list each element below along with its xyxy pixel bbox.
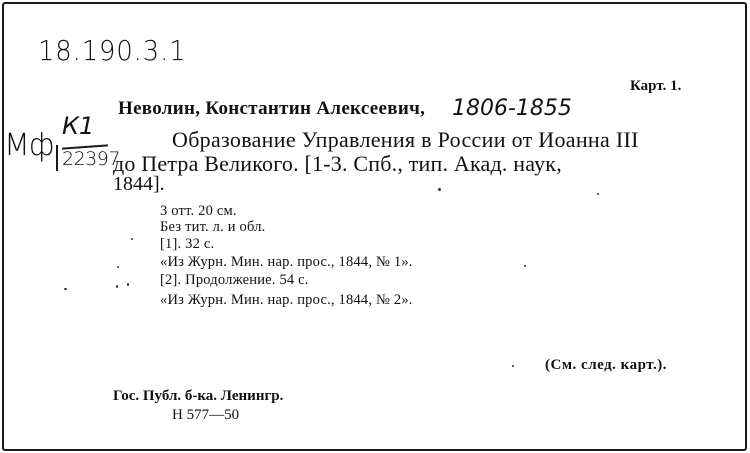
ink-speck xyxy=(131,238,133,240)
ink-speck xyxy=(117,266,119,268)
shelf-mark: 18.190.3.1 xyxy=(38,34,187,67)
ink-speck xyxy=(127,283,129,286)
description-line: [1]. 32 с. xyxy=(160,236,215,252)
library-name: Гос. Публ. б-ка. Ленингр. xyxy=(113,388,284,404)
ink-speck xyxy=(64,288,67,290)
collection-mark: К1 xyxy=(62,112,95,140)
see-next-card-note: (См. след. карт.). xyxy=(545,357,667,373)
title-line: 1844]. xyxy=(113,173,165,195)
ink-speck xyxy=(438,188,441,191)
author-life-dates: 1806-1855 xyxy=(452,96,572,121)
handwritten-stroke xyxy=(56,145,58,171)
inventory-number: 22397 xyxy=(62,148,120,170)
ink-speck xyxy=(524,265,526,267)
ink-speck xyxy=(512,365,514,367)
description-line: [2]. Продолжение. 54 с. xyxy=(160,272,309,288)
ink-speck xyxy=(116,285,118,288)
card-border xyxy=(2,2,747,451)
description-line: «Из Журн. Мин. нар. прос., 1844, № 1». xyxy=(160,254,413,270)
print-code: Н 577—50 xyxy=(172,407,240,423)
title-line: до Петра Великого. [1-3. Спб., тип. Акад. наук, xyxy=(113,151,562,176)
title-line: Образование Управления в России от Иоанна III xyxy=(172,127,639,152)
description-line: 3 отт. 20 см. xyxy=(160,203,237,219)
description-line: «Из Журн. Мин. нар. прос., 1844, № 2». xyxy=(160,292,413,308)
microfilm-mark: Мф xyxy=(4,128,54,163)
card-number: Карт. 1. xyxy=(630,78,682,94)
ink-speck xyxy=(597,193,599,195)
author-heading: Неволин, Константин Алексеевич, xyxy=(118,98,426,119)
description-line: Без тит. л. и обл. xyxy=(160,219,266,235)
